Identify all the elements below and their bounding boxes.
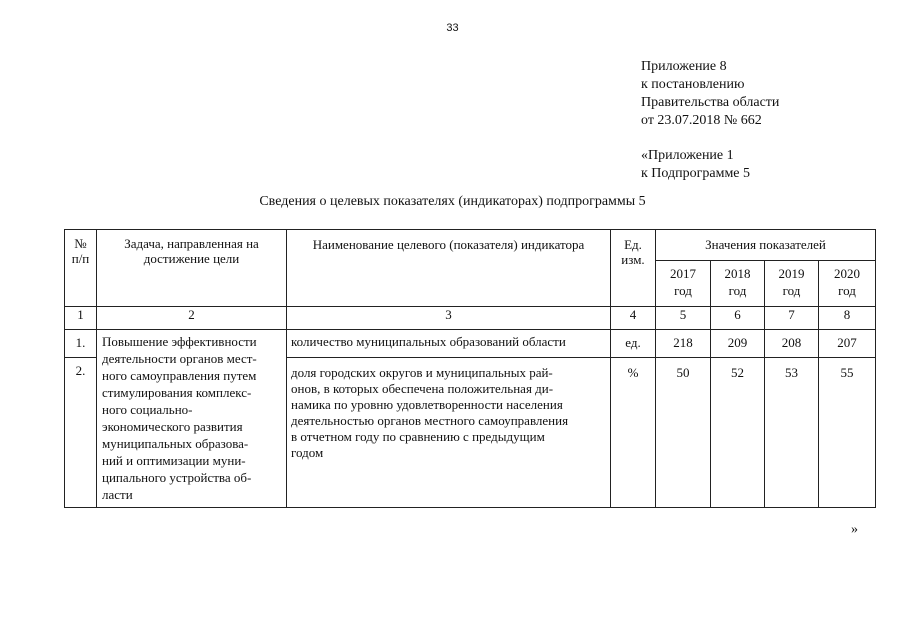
appendix-line: от 23.07.2018 № 662 bbox=[641, 113, 762, 128]
column-index: 1 bbox=[65, 307, 97, 330]
page-number: 33 bbox=[446, 22, 459, 34]
column-index: 3 bbox=[287, 307, 611, 330]
header-year: 2019 год bbox=[765, 261, 819, 307]
value-cell: 52 bbox=[711, 358, 765, 508]
header-values: Значения показателей bbox=[656, 230, 876, 261]
closing-quote: » bbox=[851, 522, 858, 537]
value-cell: 208 bbox=[765, 330, 819, 358]
value-cell: 53 bbox=[765, 358, 819, 508]
header-indicator-name: Наименование целевого (показателя) индикатора bbox=[287, 230, 611, 307]
indicator-name: доля городских округов и муниципальных рай- онов, в которых обеспечена положительная ди- намика по уровню удовлетворенности населения деятельностью органов местного самоуправления в отчетном году по сравнению с предыдущим годом bbox=[287, 358, 611, 508]
column-index: 5 bbox=[656, 307, 711, 330]
appendix-line: Приложение 8 bbox=[641, 59, 727, 74]
header-number: № п/п bbox=[65, 230, 97, 307]
row-number: 2. bbox=[65, 358, 97, 508]
document-title: Сведения о целевых показателях (индикаторах) подпрограммы 5 bbox=[259, 194, 646, 209]
column-index-row bbox=[65, 307, 876, 330]
unit-cell: ед. bbox=[611, 330, 656, 358]
appendix-line: «Приложение 1 bbox=[641, 148, 734, 163]
row-number: 1. bbox=[65, 330, 97, 358]
appendix-line: к постановлению bbox=[641, 77, 745, 92]
task-cell: Повышение эффективности деятельности органов мест- ного самоуправления путем стимулирования комплекс- ного социально- экономического развития муниципальных образова- ний и оптимизации муни- ципального устройства об- ласти bbox=[97, 330, 287, 508]
appendix-line: Правительства области bbox=[641, 95, 780, 110]
column-index: 7 bbox=[765, 307, 819, 330]
indicator-name: количество муниципальных образований области bbox=[287, 330, 611, 358]
column-index: 6 bbox=[711, 307, 765, 330]
value-cell: 207 bbox=[819, 330, 876, 358]
appendix-line: к Подпрограмме 5 bbox=[641, 166, 751, 181]
appendix-block bbox=[641, 58, 779, 183]
table-row bbox=[65, 330, 876, 358]
header-year: 2017 год bbox=[656, 261, 711, 307]
value-cell: 50 bbox=[656, 358, 711, 508]
header-task: Задача, направленная на достижение цели bbox=[97, 230, 287, 307]
header-year: 2018 год bbox=[711, 261, 765, 307]
indicators-table bbox=[64, 229, 876, 508]
column-index: 8 bbox=[819, 307, 876, 330]
column-index: 2 bbox=[97, 307, 287, 330]
value-cell: 55 bbox=[819, 358, 876, 508]
unit-cell: % bbox=[611, 358, 656, 508]
header-year: 2020 год bbox=[819, 261, 876, 307]
value-cell: 209 bbox=[711, 330, 765, 358]
value-cell: 218 bbox=[656, 330, 711, 358]
header-unit: Ед. изм. bbox=[611, 230, 656, 307]
column-index: 4 bbox=[611, 307, 656, 330]
